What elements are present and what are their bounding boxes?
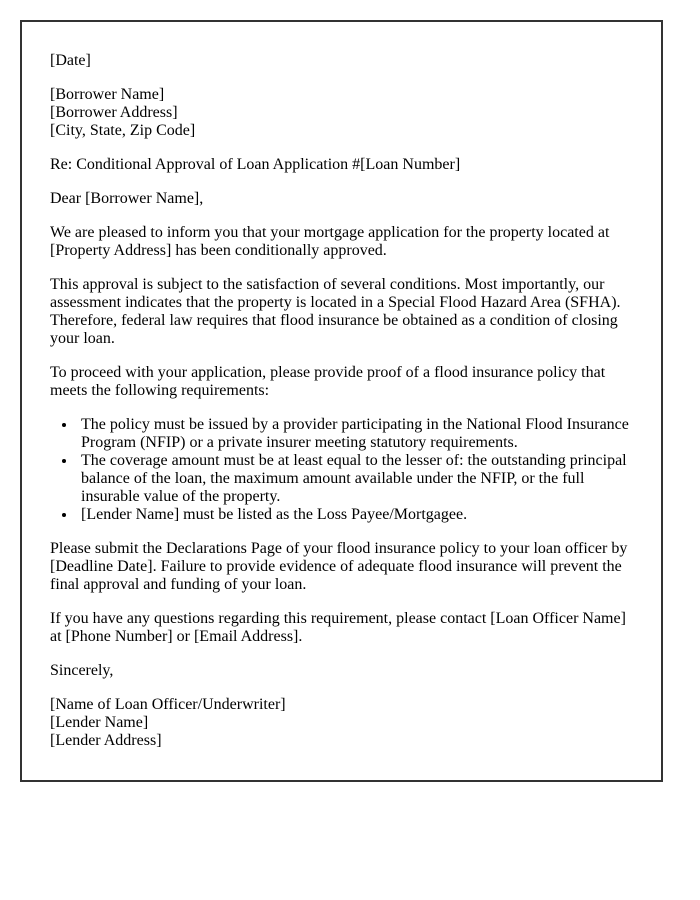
letter-date: [Date]	[50, 52, 91, 69]
signature-lender-address: [Lender Address]	[50, 732, 162, 749]
signature-block	[50, 696, 633, 750]
requirement-item-policy-provider: • The policy must be issued by a provider participating in the National Flood Insurance Program (NFIP) or a private insurer meeting statutory requirements.	[77, 416, 633, 452]
paragraph-submit: Please submit the Declarations Page of your flood insurance policy to your loan officer by [Deadline Date]. Failure to provide evidence of adequate flood insurance will prevent the final approval and funding of your loan.	[50, 540, 628, 593]
subject-line: Re: Conditional Approval of Loan Application #[Loan Number]	[50, 156, 461, 173]
recipient-address-block	[50, 86, 633, 140]
letter-page	[20, 20, 663, 782]
recipient-street: [Borrower Address]	[50, 104, 178, 121]
requirement-item-loss-payee: • [Lender Name] must be listed as the Loss Payee/Mortgagee.	[77, 506, 633, 524]
paragraph-intro: We are pleased to inform you that your mortgage application for the property located at [Property Address] has been conditionally approved.	[50, 224, 610, 259]
recipient-name: [Borrower Name]	[50, 86, 165, 103]
requirement-item-coverage-amount: • The coverage amount must be at least equal to the lesser of: the outstanding principal balance of the loan, the maximum amount available under the NFIP, or the full insurable value of the property.	[77, 452, 633, 506]
closing: Sincerely,	[50, 662, 114, 679]
salutation: Dear [Borrower Name],	[50, 190, 204, 207]
paragraph-proceed: To proceed with your application, please provide proof of a flood insurance policy that meets the following requirements:	[50, 364, 606, 399]
paragraph-conditions: This approval is subject to the satisfaction of several conditions. Most importantly, our assessment indicates that the property is located in a Special Flood Hazard Area (SFHA). Therefore, federal law requires that flood insurance be obtained as a condition of closing your loan.	[50, 276, 621, 347]
signature-lender-name: [Lender Name]	[50, 714, 149, 731]
signature-officer-name: [Name of Loan Officer/Underwriter]	[50, 696, 286, 713]
recipient-city-state-zip: [City, State, Zip Code]	[50, 122, 196, 139]
requirements-list	[50, 416, 633, 524]
paragraph-questions: If you have any questions regarding this requirement, please contact [Loan Officer Name] at [Phone Number] or [Email Address].	[50, 610, 626, 645]
